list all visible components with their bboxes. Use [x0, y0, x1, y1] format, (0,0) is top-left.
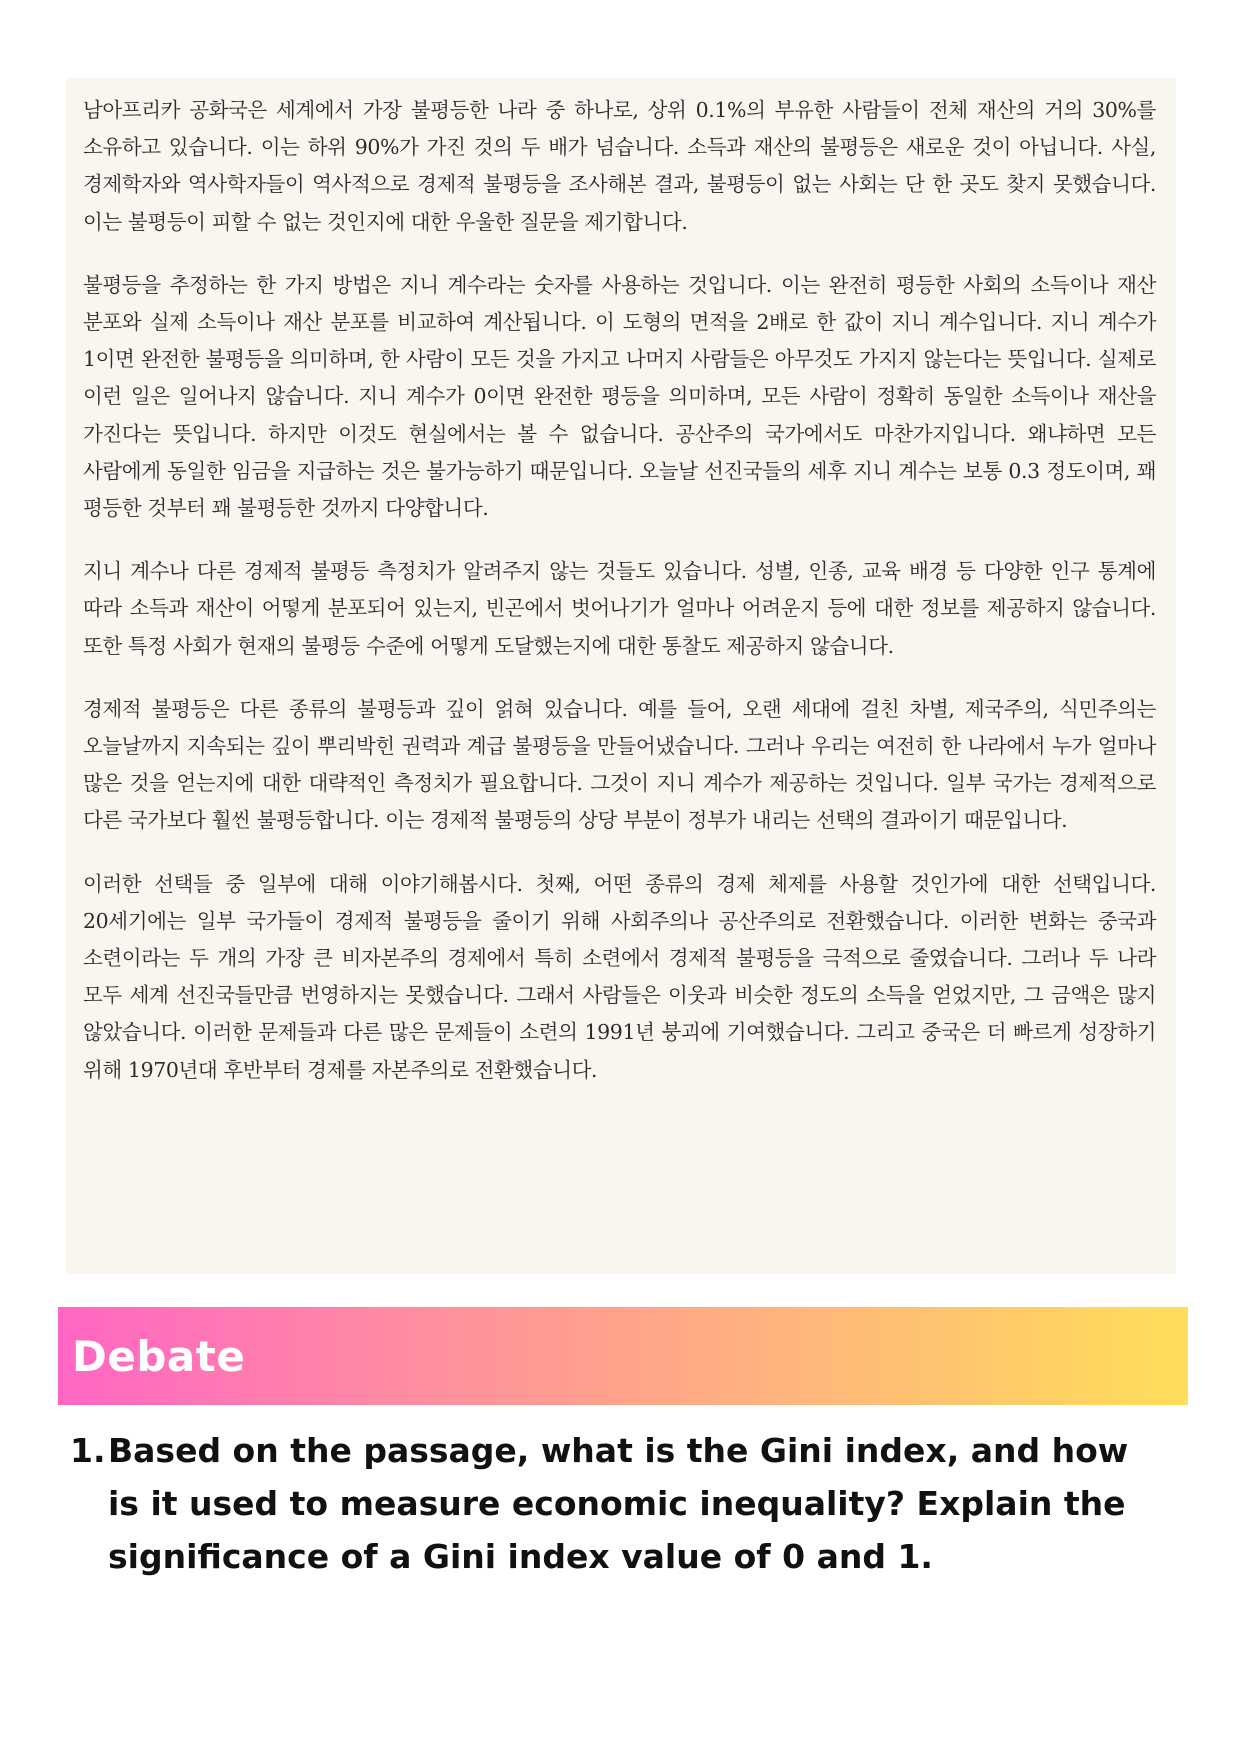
- question-item: [70, 1424, 1180, 1583]
- debate-title: Debate: [72, 1331, 246, 1381]
- passage-paragraph: 지니 계수나 다른 경제적 불평등 측정치가 알려주지 않는 것들도 있습니다. 성별, 인종, 교육 배경 등 다양한 인구 통계에 따라 소득과 재산이 어떻게 분포되어 있는지, 빈곤에서 벗어나기가 얼마나 어려운지 등에 대한 정보를 제공하지 않습니다. 또한 특정 사회가 현재의 불평등 수준에 어떻게 도달했는지에 대한 통찰도 제공하지 않습니다.: [83, 559, 1156, 658]
- passage-paragraph: 불평등을 추정하는 한 가지 방법은 지니 계수라는 숫자를 사용하는 것입니다. 이는 완전히 평등한 사회의 소득이나 재산 분포와 실제 소득이나 재산 분포를 비교하여 계산됩니다. 이 도형의 면적을 2배로 한 값이 지니 계수입니다. 지니 계수가 1이면 완전한 불평등을 의미하며, 한 사람이 모든 것을 가지고 나머지 사람들은 아무것도 가지지 않는다는 뜻입니다. 실제로 이런 일은 일어나지 않습니다. 지니 계수가 0이면 완전한 평등을 의미하며, 모든 사람이 정확히 동일한 소득이나 재산을 가진다는 뜻입니다. 하지만 이것도 현실에서는 볼 수 없습니다. 공산주의 국가에서도 마찬가지입니다. 왜냐하면 모든 사람에게 동일한 임금을 지급하는 것은 불가능하기 때문입니다. 오늘날 선진국들의 세후 지니 계수는 보통 0.3 정도이며, 꽤 평등한 것부터 꽤 불평등한 것까지 다양합니다.: [83, 272, 1156, 521]
- passage-paragraph: 남아프리카 공화국은 세계에서 가장 불평등한 나라 중 하나로, 상위 0.1%의 부유한 사람들이 전체 재산의 거의 30%를 소유하고 있습니다. 이는 하위 90%가 가진 것의 두 배가 넘습니다. 소득과 재산의 불평등은 새로운 것이 아닙니다. 사실, 경제학자와 역사학자들이 역사적으로 경제적 불평등을 조사해본 결과, 불평등이 없는 사회는 단 한 곳도 찾지 못했습니다. 이는 불평등이 피할 수 없는 것인지에 대한 우울한 질문을 제기합니다.: [83, 98, 1156, 234]
- question-text: Based on the passage, what is the Gini index, and how is it used to measure economic inequality? Explain the significance of a Gini index value of 0 and 1.: [108, 1431, 1129, 1576]
- passage-paragraph: 이러한 선택들 중 일부에 대해 이야기해봅시다. 첫째, 어떤 종류의 경제 체제를 사용할 것인가에 대한 선택입니다. 20세기에는 일부 국가들이 경제적 불평등을 줄이기 위해 사회주의나 공산주의로 전환했습니다. 이러한 변화는 중국과 소련이라는 두 개의 가장 큰 비자본주의 경제에서 특히 소련에서 경제적 불평등을 극적으로 줄였습니다. 그러나 두 나라 모두 세계 선진국들만큼 번영하지는 못했습니다. 그래서 사람들은 이웃과 비슷한 정도의 소득을 얻었지만, 그 금액은 많지 않았습니다. 이러한 문제들과 다른 많은 문제들이 소련의 1991년 붕괴에 기여했습니다. 그리고 중국은 더 빠르게 성장하기 위해 1970년대 후반부터 경제를 자본주의로 전환했습니다.: [83, 871, 1156, 1082]
- passage-paragraph: 경제적 불평등은 다른 종류의 불평등과 깊이 얽혀 있습니다. 예를 들어, 오랜 세대에 걸친 차별, 제국주의, 식민주의는 오늘날까지 지속되는 깊이 뿌리박힌 권력과 계급 불평등을 만들어냈습니다. 그러나 우리는 여전히 한 나라에서 누가 얼마나 많은 것을 얻는지에 대한 대략적인 측정치가 필요합니다. 그것이 지니 계수가 제공하는 것입니다. 일부 국가는 경제적으로 다른 국가보다 훨씬 불평등합니다. 이는 경제적 불평등의 상당 부분이 정부가 내리는 선택의 결과이기 때문입니다.: [83, 696, 1156, 833]
- question-list: [70, 1424, 1180, 1583]
- question-number: 1.: [70, 1431, 106, 1470]
- passage-box: [66, 78, 1176, 1274]
- debate-banner: [58, 1307, 1188, 1405]
